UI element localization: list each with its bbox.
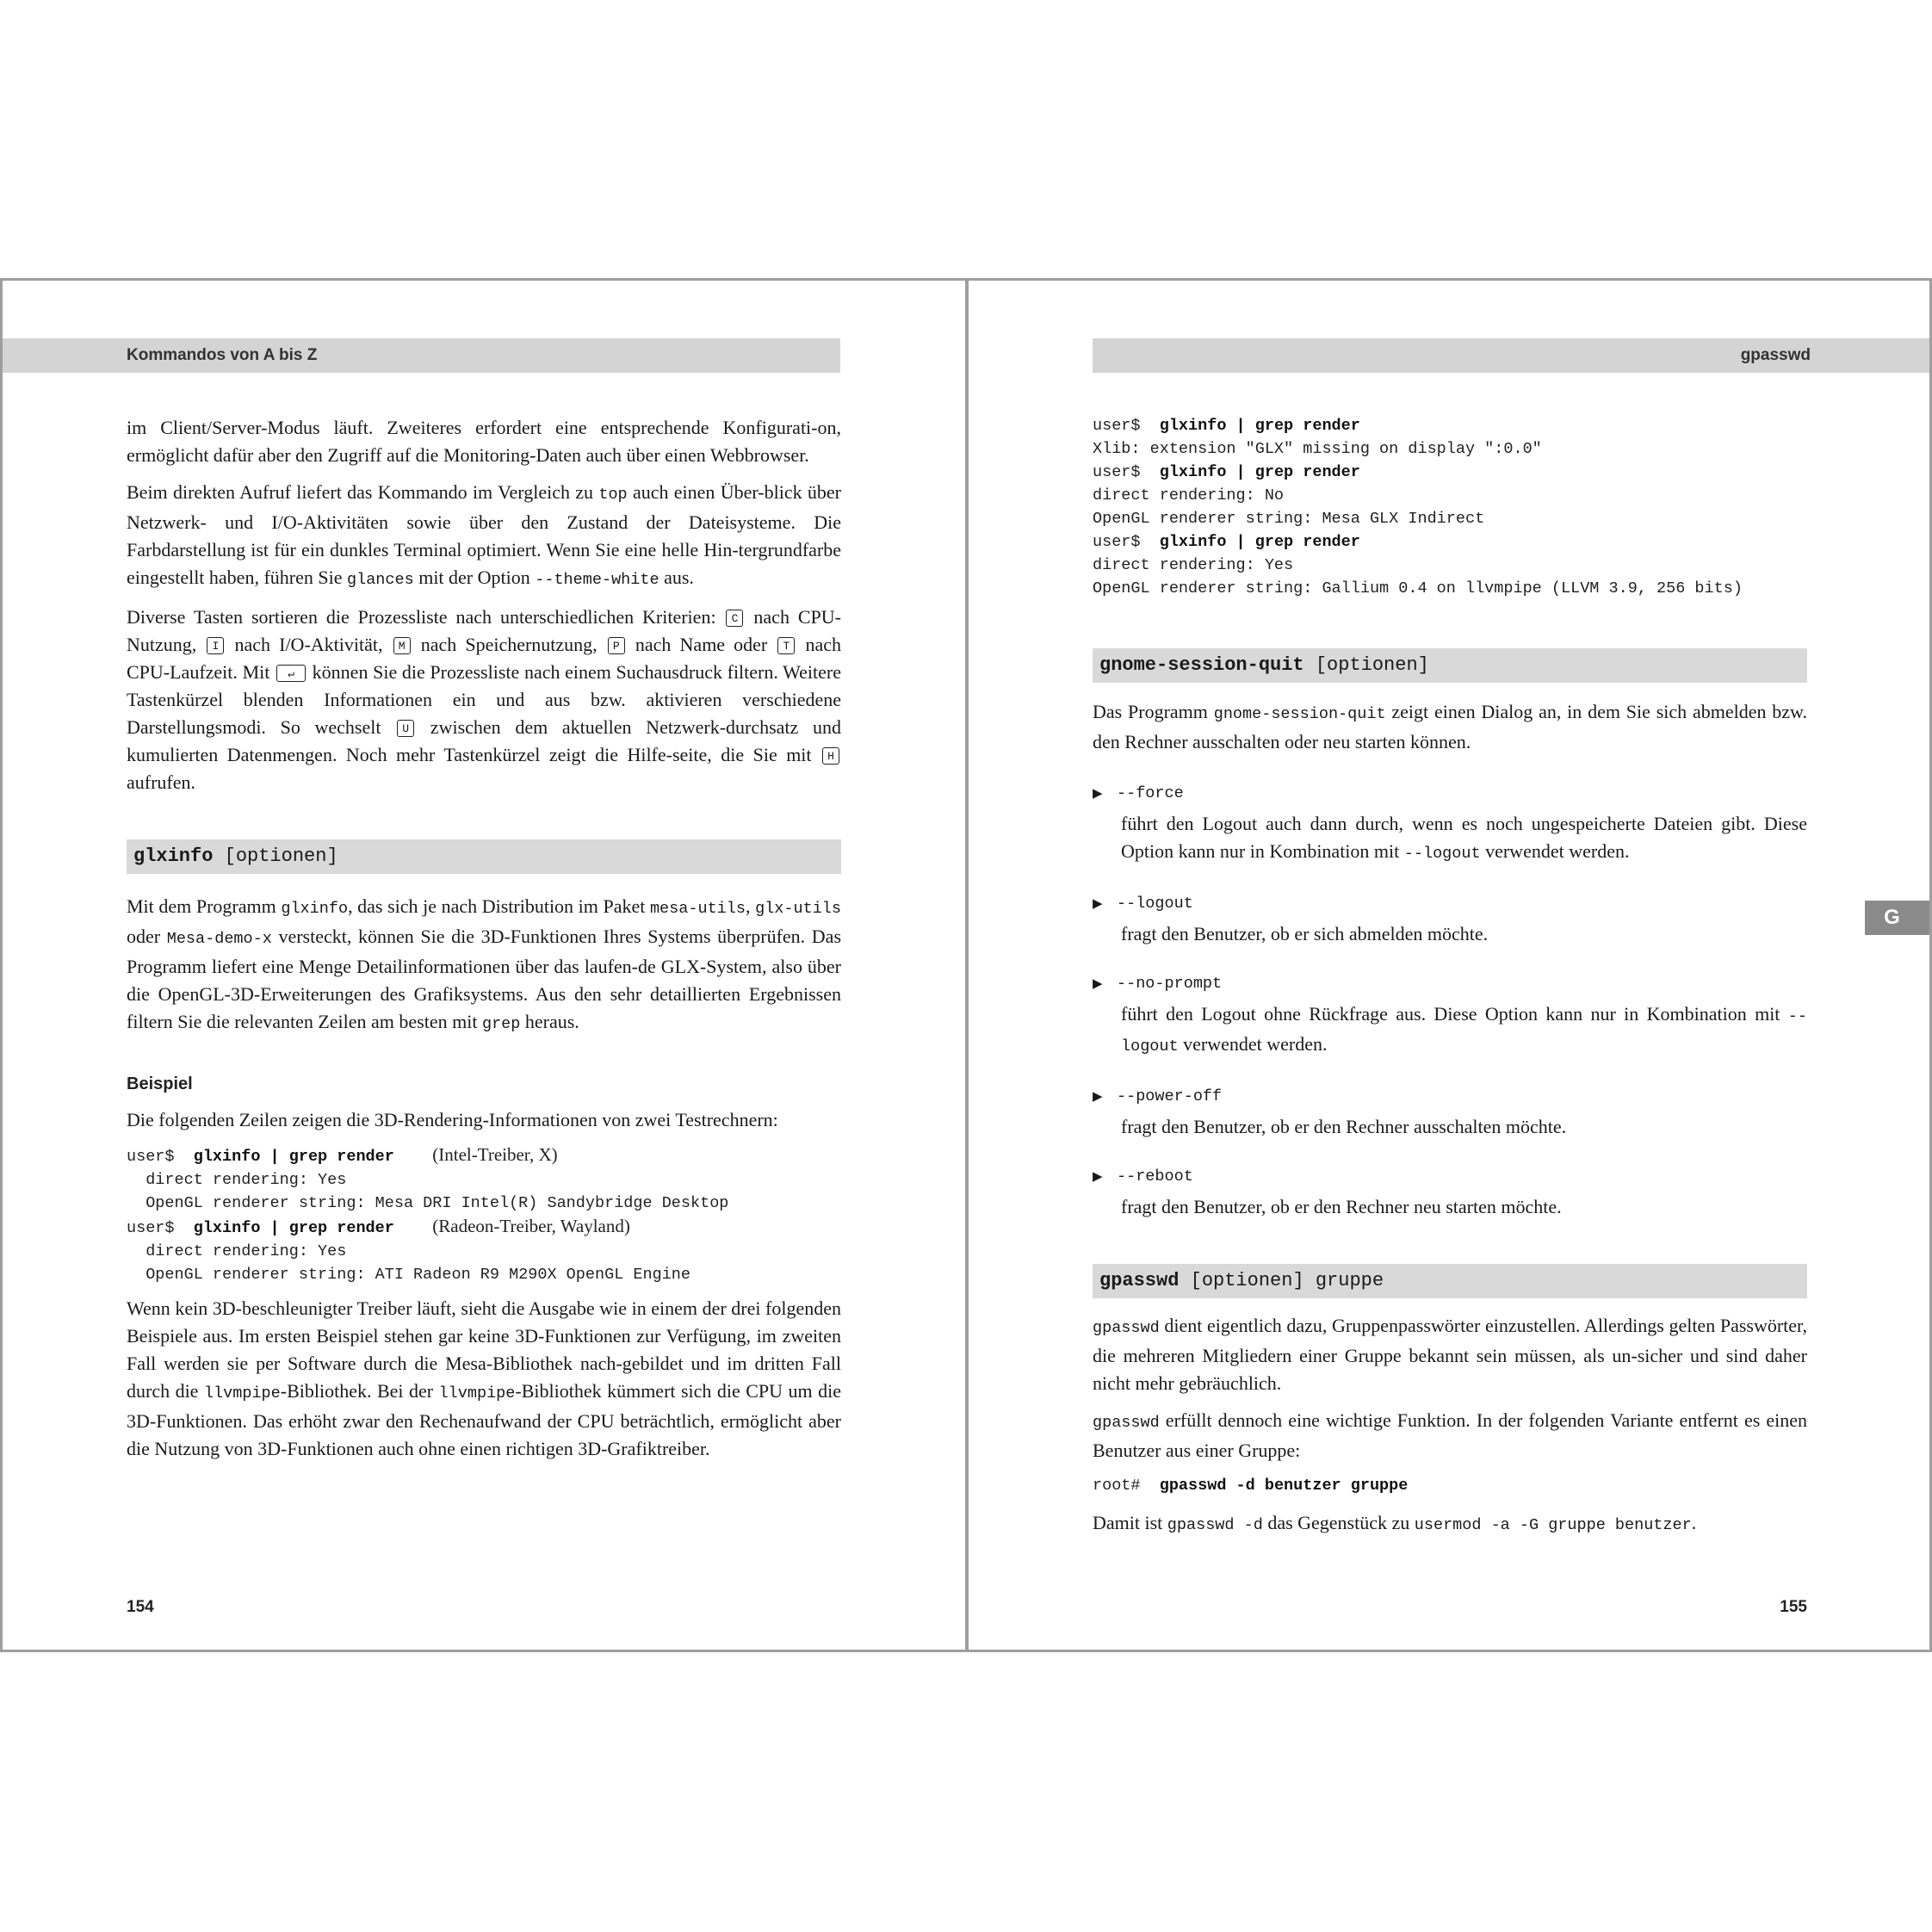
code-usermod: usermod -a -G gruppe benutzer — [1414, 1516, 1692, 1534]
shell-prompt: user$ — [1093, 417, 1160, 435]
code-gpasswd-d: gpasswd -d — [1167, 1516, 1263, 1534]
code-gpasswd: gpasswd — [1093, 1319, 1160, 1337]
text-run: , das sich je nach Distribution im Paket — [348, 895, 650, 917]
shell-command: glxinfo | grep render — [1159, 463, 1360, 481]
shell-command: glxinfo | grep render — [193, 1148, 394, 1166]
option-name — [1093, 970, 1807, 997]
text-run: heraus. — [520, 1011, 579, 1032]
option-description — [1093, 1000, 1807, 1061]
list-item — [1093, 970, 1807, 1061]
key-c-icon: C — [726, 610, 743, 627]
shell-prompt: user$ — [127, 1148, 194, 1166]
paragraph-gpasswd-usermod — [1093, 1509, 1807, 1539]
shell-command: glxinfo | grep render — [1159, 417, 1360, 435]
text-run: nach CPU-Laufzeit. Mit — [127, 634, 842, 683]
code-output-line: direct rendering: Yes — [127, 1242, 347, 1260]
shell-prompt: user$ — [1093, 463, 1160, 481]
shell-command: glxinfo | grep render — [1159, 533, 1360, 551]
text-run: nach Name oder — [626, 634, 777, 655]
option-description: fragt den Benutzer, ob er sich abmelden möchte. — [1121, 923, 1489, 944]
code-output-line: direct rendering: Yes — [1093, 556, 1294, 574]
right-page — [966, 278, 1932, 1652]
code-glxinfo: glxinfo — [281, 900, 349, 918]
text-run: Wenn kein 3D-beschleunigter Treiber läuft, sieht die Ausgabe wie in einem der drei folgenden Beispiele aus. Im ersten Beispiel stehen gar keine 3D-Funktionen zur Verfügung, im zweiten Fall werden sie per Software durch die Mesa-Bibliothek nach-gebildet und im dritten Fall durch die — [127, 1297, 841, 1402]
option-name — [1093, 890, 1807, 917]
text-run: -Bibliothek kümmert sich die CPU um die 3D-Funktionen. Das erhöht zwar den Rechenaufwand der CPU beträchtlich, ermöglicht aber die Nutzung von 3D-Funktionen auch ohne einen richtigen 3D-Grafiktreiber. — [127, 1380, 842, 1459]
option-label: --no-prompt — [1117, 975, 1223, 993]
key-p-icon: P — [608, 637, 625, 654]
bullet-triangle-icon: ▶ — [1093, 1168, 1103, 1184]
code-output-line: OpenGL renderer string: Gallium 0.4 on llvmpipe (LLVM 3.9, 256 bits) — [1093, 579, 1743, 598]
bullet-triangle-icon: ▶ — [1093, 895, 1103, 911]
key-i-icon: I — [207, 637, 224, 654]
running-head-right: gpasswd — [1093, 338, 1932, 373]
paragraph-glxinfo-intro — [127, 893, 841, 1038]
code-glances: glances — [346, 571, 414, 589]
code-gpasswd: gpasswd — [1093, 1414, 1160, 1432]
code-llvmpipe: llvmpipe — [203, 1384, 281, 1403]
text-run: -Bibliothek. Bei der — [280, 1380, 439, 1402]
shell-prompt: user$ — [127, 1219, 194, 1237]
shell-prompt: root# — [1093, 1477, 1160, 1495]
thumb-index-tab: G — [1865, 901, 1929, 935]
paragraph-shortcut-keys — [127, 604, 841, 796]
code-block-no-3d — [1093, 414, 1807, 600]
left-page — [0, 278, 968, 1652]
code-output-line: direct rendering: No — [1093, 486, 1285, 505]
text-run: Mit dem Programm — [127, 895, 282, 917]
code-output-line: OpenGL renderer string: Mesa DRI Intel(R) Sandybridge Desktop — [127, 1194, 729, 1212]
option-label: --force — [1117, 784, 1184, 802]
list-item — [1093, 1083, 1807, 1141]
heading-command: glxinfo — [133, 845, 214, 867]
code-theme-white: --theme-white — [535, 571, 659, 589]
heading-args: [optionen] — [213, 845, 338, 867]
page-number-left: 154 — [127, 1598, 154, 1616]
list-item — [1093, 890, 1807, 948]
list-item — [1093, 780, 1807, 868]
key-u-icon: U — [397, 720, 414, 737]
text-run: nach Speichernutzung, — [412, 634, 606, 655]
section-heading-glxinfo — [127, 839, 841, 874]
text-run: nach CPU-Nutzung, — [127, 606, 841, 655]
paragraph-no-3d-driver — [127, 1295, 841, 1463]
code-grep: grep — [481, 1015, 521, 1033]
bullet-triangle-icon: ▶ — [1093, 785, 1103, 801]
code-logout: --logout — [1403, 845, 1481, 863]
option-name — [1093, 780, 1807, 807]
option-label: --reboot — [1117, 1167, 1193, 1186]
text-run: Diverse Tasten sortieren die Prozessliste nach unterschiedlichen Kriterien: — [127, 606, 725, 628]
code-output-line: OpenGL renderer string: Mesa GLX Indirect — [1093, 510, 1485, 528]
code-output-line: OpenGL renderer string: ATI Radeon R9 M290X OpenGL Engine — [127, 1266, 691, 1284]
text-run: versteckt, können Sie die 3D-Funktionen Ihres Systems überprüfen. Das Programm liefert eine Menge Detailinformationen über das laufen-de GLX-System, also über die OpenGL-3D-Erweiterungen des Grafiksystems. Aus den sehr detaillierten Ergebnissen filtern Sie die relevanten Zeilen am besten mit — [127, 926, 842, 1032]
paragraph-example-intro: Die folgenden Zeilen zeigen die 3D-Rendering-Informationen von zwei Testrechnern: — [127, 1109, 778, 1130]
text-run: erfüllt dennoch eine wichtige Funktion. In der folgenden Variante entfernt es einen Benutzer aus einer Gruppe: — [1093, 1409, 1807, 1461]
code-output-line: direct rendering: Yes — [127, 1171, 347, 1189]
text-run: nach I/O-Aktivität, — [226, 634, 392, 655]
option-label: --logout — [1117, 895, 1193, 913]
code-glx-utils: glx-utils — [755, 900, 842, 918]
text-run: Beim direkten Aufruf liefert das Kommando im Vergleich zu — [127, 481, 599, 503]
text-run: das Gegenstück zu — [1262, 1512, 1415, 1533]
heading-command: gpasswd — [1099, 1270, 1180, 1291]
paragraph-glances-overview — [127, 479, 841, 594]
text-run: können Sie die Prozessliste nach einem Suchausdruck filtern. Weitere Tastenkürzel blenden Informationen ein und aus bzw. aktivieren verschiedene Darstellungsmodi. So wechselt — [127, 661, 841, 738]
text-run: Damit ist — [1093, 1512, 1167, 1533]
left-page-body — [127, 414, 841, 1463]
option-description: fragt den Benutzer, ob er den Rechner ausschalten möchte. — [1121, 1116, 1567, 1137]
text-run: Das Programm — [1093, 701, 1214, 722]
heading-command: gnome-session-quit — [1099, 654, 1304, 676]
code-llvmpipe: llvmpipe — [438, 1384, 516, 1403]
code-gnome-session-quit: gnome-session-quit — [1213, 705, 1386, 723]
code-mesa-utils: mesa-utils — [649, 900, 746, 918]
code-logout: --logout — [1121, 1007, 1807, 1056]
option-name — [1093, 1163, 1807, 1190]
key-enter-icon: ↵ — [276, 665, 306, 682]
heading-args: [optionen] — [1303, 654, 1429, 676]
shell-prompt: user$ — [1093, 533, 1160, 551]
text-run: zeigt einen Dialog an, in dem Sie sich abmelden bzw. den Rechner ausschalten oder neu starten können. — [1093, 701, 1807, 752]
bullet-triangle-icon: ▶ — [1093, 975, 1103, 991]
text-run: führt den Logout ohne Rückfrage aus. Diese Option kann nur in Kombination mit — [1121, 1003, 1788, 1025]
text-run: . — [1691, 1512, 1697, 1533]
shell-command: glxinfo | grep render — [193, 1219, 394, 1237]
section-heading-gnome-session-quit — [1093, 648, 1807, 683]
option-list — [1093, 780, 1807, 1221]
text-run: aufrufen. — [127, 771, 196, 793]
code-mesa-demo-x: Mesa-demo-x — [166, 930, 272, 948]
option-name — [1093, 1083, 1807, 1110]
text-run: auch einen Über-blick über Netzwerk- und I/O-Aktivitäten sowie über den Zustand der Dateisysteme. Die Farbdarstellung ist für ein dunkles Terminal optimiert. Wenn Sie eine helle Hin-tergrundfarbe eingestellt haben, führen Sie — [127, 481, 841, 588]
key-h-icon: H — [822, 747, 839, 765]
bullet-triangle-icon: ▶ — [1093, 1088, 1103, 1104]
option-description: fragt den Benutzer, ob er den Rechner neu starten möchte. — [1121, 1196, 1562, 1217]
section-heading-gpasswd — [1093, 1264, 1807, 1298]
paragraph-gpasswd-intro — [1093, 1312, 1807, 1397]
text-run: zwischen dem aktuellen Netzwerk-durchsatz und kumulierten Datenmengen. Noch mehr Tastenkürzel zeigt die Hilfe-seite, die Sie mit — [127, 716, 841, 765]
text-run: verwendet werden. — [1480, 840, 1630, 862]
code-top: top — [598, 486, 628, 504]
heading-args: [optionen] gruppe — [1179, 1270, 1384, 1291]
text-run: oder — [127, 926, 167, 947]
page-number-right: 155 — [1780, 1598, 1807, 1616]
text-run: mit der Option — [413, 567, 536, 588]
paragraph-gnome-session-quit — [1093, 698, 1807, 756]
code-annotation: (Intel-Treiber, X) — [432, 1144, 558, 1165]
key-m-icon: M — [393, 637, 411, 654]
option-label: --power-off — [1117, 1087, 1223, 1105]
running-head-left: Kommandos von A bis Z — [3, 338, 840, 373]
text-run: führt den Logout auch dann durch, wenn es noch ungespeicherte Dateien gibt. Diese Option kann nur in Kombination mit — [1121, 813, 1807, 862]
code-block-glxinfo-examples — [127, 1143, 841, 1286]
paragraph-client-server: im Client/Server-Modus läuft. Zweiteres erfordert eine entsprechende Konfigurati-on, ermöglicht dafür aber den Zugriff auf die Monitoring-Daten auch über einen Webbrowser. — [127, 417, 841, 466]
text-run: aus. — [659, 567, 694, 588]
code-annotation: (Radeon-Treiber, Wayland) — [432, 1216, 630, 1236]
text-run: dient eigentlich dazu, Gruppenpasswörter einzustellen. Allerdings gelten Passwörter, die mehreren Mitgliedern einer Gruppe bekannt sein müssen, als un-sicher und sind daher nicht mehr gebräuchlich. — [1093, 1315, 1807, 1394]
text-run: verwendet werden. — [1178, 1033, 1328, 1055]
code-block-gpasswd — [1093, 1474, 1807, 1497]
subheading-beispiel: Beispiel — [127, 1074, 193, 1093]
text-run: , — [745, 895, 756, 917]
option-description — [1093, 810, 1807, 868]
key-t-icon: T — [777, 637, 795, 654]
shell-command: gpasswd -d benutzer gruppe — [1159, 1477, 1409, 1495]
list-item — [1093, 1163, 1807, 1221]
right-page-body — [1093, 414, 1807, 1539]
paragraph-gpasswd-function — [1093, 1407, 1807, 1464]
code-output-line: Xlib: extension "GLX" missing on display ":0.0" — [1093, 440, 1542, 458]
